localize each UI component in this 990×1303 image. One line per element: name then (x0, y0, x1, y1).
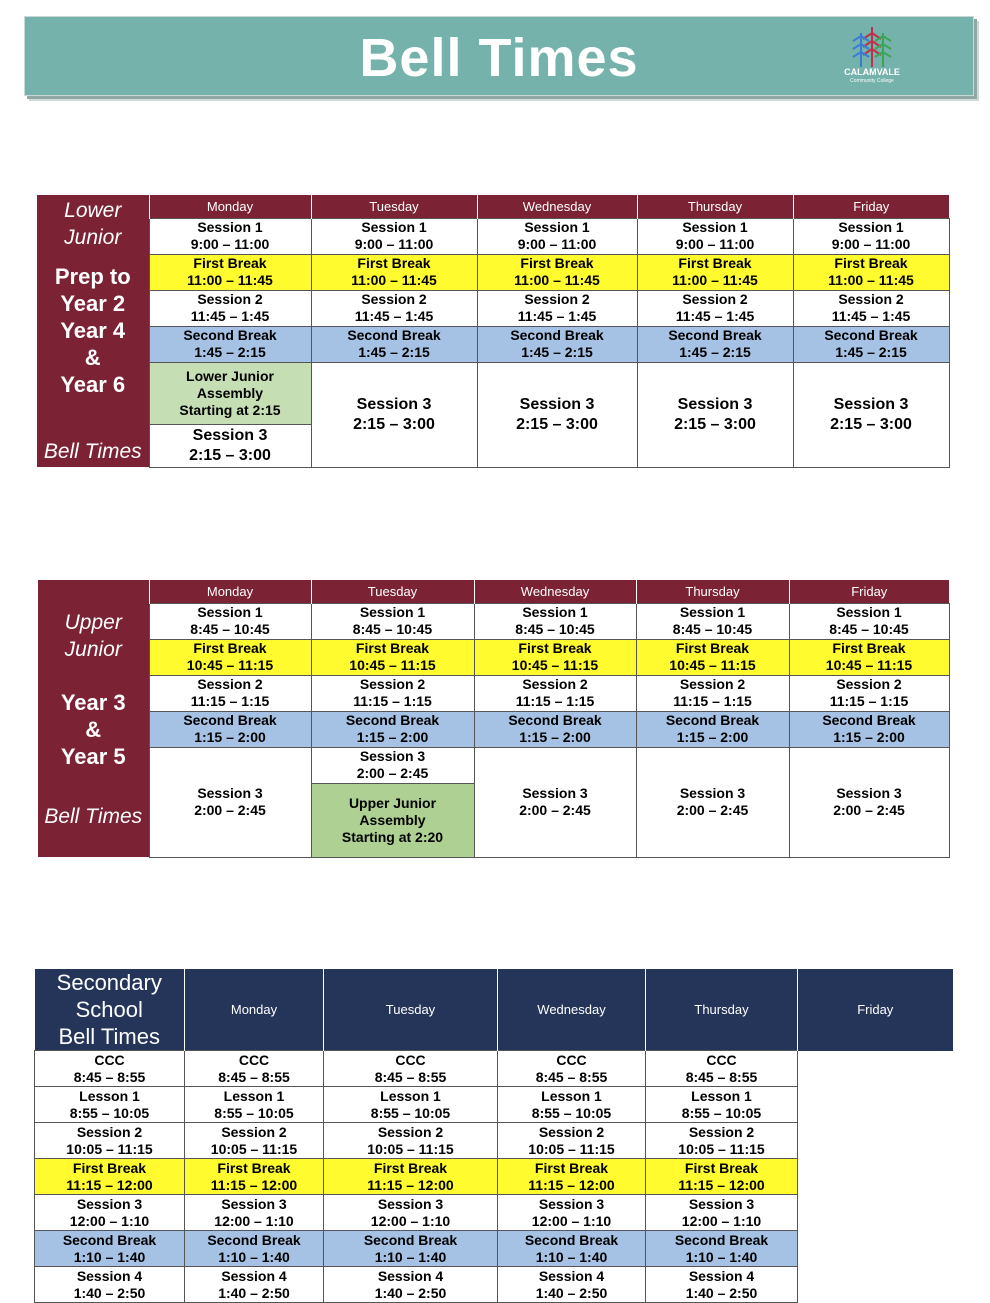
day-header-tuesday: Tuesday (324, 969, 498, 1051)
session-cell: Session 3 2:15 – 3:00 (637, 362, 793, 467)
session-cell: Session 1 8:45 – 10:45 (474, 603, 636, 639)
first-break-cell: First Break 11:15 – 12:00 (324, 1159, 498, 1195)
session-cell: CCC 8:45 – 8:55 (185, 1051, 324, 1087)
session-cell: Session 1 9:00 – 11:00 (477, 218, 637, 254)
day-header-tuesday: Tuesday (311, 580, 474, 603)
title-banner (24, 16, 974, 96)
session-cell: Session 3 12:00 – 1:10 (185, 1195, 324, 1231)
session-cell: Session 1 9:00 – 11:00 (637, 218, 793, 254)
session-cell: Session 2 11:15 – 1:15 (474, 675, 636, 711)
ampersand-label: & (85, 717, 102, 742)
tree-logo-icon (839, 23, 905, 69)
session-cell: Session 2 11:45 – 1:45 (793, 290, 949, 326)
session-cell: Session 2 11:45 – 1:45 (149, 290, 311, 326)
first-break-cell: First Break 11:15 – 12:00 (646, 1159, 798, 1195)
session-cell: Session 1 9:00 – 11:00 (793, 218, 949, 254)
second-break-cell: Second Break 1:45 – 2:15 (637, 326, 793, 362)
session-cell: Session 4 1:40 – 2:50 (35, 1267, 185, 1303)
secondary-row (35, 1123, 953, 1159)
page-title: Bell Times (359, 28, 639, 88)
session-cell: Session 3 2:15 – 3:00 (311, 362, 477, 467)
second-break-cell: Second Break 1:10 – 1:40 (498, 1231, 646, 1267)
lower-label: Lower (64, 199, 122, 222)
second-break-cell: Second Break 1:45 – 2:15 (311, 326, 477, 362)
session-cell: Lesson 1 8:55 – 10:05 (646, 1087, 798, 1123)
first-break-cell: First Break 10:45 – 11:15 (311, 639, 474, 675)
session-cell: Session 4 1:40 – 2:50 (498, 1267, 646, 1303)
session-cell: Session 3 2:15 – 3:00 (149, 424, 311, 467)
session-cell: Session 4 1:40 – 2:50 (324, 1267, 498, 1303)
year6-label: Year 6 (60, 372, 126, 397)
session-cell: Lesson 1 8:55 – 10:05 (185, 1087, 324, 1123)
session-cell: Session 2 10:05 – 11:15 (35, 1123, 185, 1159)
logo-name: CALAMVALE (844, 67, 900, 77)
second-break-cell: Second Break 1:15 – 2:00 (311, 711, 474, 747)
year2-label: Year 2 (60, 291, 126, 316)
first-break-cell: First Break 11:00 – 11:45 (311, 254, 477, 290)
second-break-cell: Second Break 1:15 – 2:00 (636, 711, 789, 747)
session-cell: Session 3 12:00 – 1:10 (35, 1195, 185, 1231)
session-cell: Session 3 12:00 – 1:10 (498, 1195, 646, 1231)
lower-junior-table (37, 195, 950, 468)
session-cell: Session 1 8:45 – 10:45 (636, 603, 789, 639)
first-break-cell: First Break 10:45 – 11:15 (636, 639, 789, 675)
year3-label: Year 3 (60, 690, 126, 715)
second-break-cell: Second Break 1:45 – 2:15 (477, 326, 637, 362)
secondary-row (35, 1159, 953, 1195)
session-cell: Session 2 10:05 – 11:15 (498, 1123, 646, 1159)
session-cell: Session 2 11:15 – 1:15 (149, 675, 311, 711)
session-cell: Session 3 2:00 – 2:45 (789, 747, 949, 857)
day-header-wednesday: Wednesday (477, 195, 637, 218)
day-header-wednesday: Wednesday (474, 580, 636, 603)
session-cell: CCC 8:45 – 8:55 (498, 1051, 646, 1087)
assembly-cell: Upper Junior Assembly Starting at 2:20 (311, 783, 474, 857)
bell-times-label: Bell Times (43, 440, 142, 463)
session-cell: CCC 8:45 – 8:55 (35, 1051, 185, 1087)
college-logo (839, 23, 905, 89)
session-cell: Session 1 9:00 – 11:00 (149, 218, 311, 254)
first-break-cell: First Break 10:45 – 11:15 (474, 639, 636, 675)
secondary-row (35, 1195, 953, 1231)
secondary-row (35, 1231, 953, 1267)
session-cell: Session 4 1:40 – 2:50 (646, 1267, 798, 1303)
junior-label: Junior (64, 226, 122, 249)
first-break-cell: First Break 10:45 – 11:15 (789, 639, 949, 675)
session-cell: Session 2 11:15 – 1:15 (311, 675, 474, 711)
bell-times-label: Bell Times (44, 805, 143, 828)
session-cell: Session 3 2:15 – 3:00 (477, 362, 637, 467)
second-break-cell: Second Break 1:15 – 2:00 (149, 711, 311, 747)
secondary-side-panel (35, 969, 185, 1051)
first-break-cell: First Break 11:15 – 12:00 (498, 1159, 646, 1195)
day-header-friday: Friday (793, 195, 949, 218)
first-break-cell: First Break 11:15 – 12:00 (185, 1159, 324, 1195)
session-cell: Session 2 11:45 – 1:45 (637, 290, 793, 326)
session-cell: Session 1 8:45 – 10:45 (149, 603, 311, 639)
session-cell: Session 2 11:15 – 1:15 (789, 675, 949, 711)
first-break-cell: First Break 10:45 – 11:15 (149, 639, 311, 675)
session-cell: Session 3 12:00 – 1:10 (646, 1195, 798, 1231)
second-break-cell: Second Break 1:15 – 2:00 (789, 711, 949, 747)
session-cell: Session 1 8:45 – 10:45 (311, 603, 474, 639)
lower-junior-side-panel (37, 195, 149, 467)
session-cell: Lesson 1 8:55 – 10:05 (498, 1087, 646, 1123)
second-break-cell: Second Break 1:10 – 1:40 (324, 1231, 498, 1267)
ampersand-label: & (84, 345, 101, 370)
secondary-label: Secondary (56, 970, 162, 995)
second-break-cell: Second Break 1:10 – 1:40 (185, 1231, 324, 1267)
second-break-cell: Second Break 1:15 – 2:00 (474, 711, 636, 747)
session-cell: Lesson 1 8:55 – 10:05 (324, 1087, 498, 1123)
session-cell: Session 2 11:15 – 1:15 (636, 675, 789, 711)
day-header-thursday: Thursday (646, 969, 798, 1051)
day-header-thursday: Thursday (636, 580, 789, 603)
session-cell: Session 2 10:05 – 11:15 (185, 1123, 324, 1159)
day-header-monday: Monday (149, 195, 311, 218)
session-cell: Session 3 12:00 – 1:10 (324, 1195, 498, 1231)
session-cell: Session 2 10:05 – 11:15 (324, 1123, 498, 1159)
upper-junior-side-panel (38, 580, 149, 857)
secondary-row (35, 1051, 953, 1087)
session-cell: Session 2 11:45 – 1:45 (477, 290, 637, 326)
logo-subtitle: Community College (850, 78, 894, 84)
secondary-row (35, 1087, 953, 1123)
school-label: School (75, 997, 143, 1022)
session-cell: CCC 8:45 – 8:55 (324, 1051, 498, 1087)
day-header-tuesday: Tuesday (311, 195, 477, 218)
session-cell: Session 3 2:00 – 2:45 (474, 747, 636, 857)
second-break-cell: Second Break 1:10 – 1:40 (35, 1231, 185, 1267)
day-header-thursday: Thursday (637, 195, 793, 218)
first-break-cell: First Break 11:00 – 11:45 (477, 254, 637, 290)
upper-junior-table (38, 580, 950, 858)
first-break-cell: First Break 11:00 – 11:45 (637, 254, 793, 290)
session-cell: Session 1 9:00 – 11:00 (311, 218, 477, 254)
day-header-wednesday: Wednesday (498, 969, 646, 1051)
junior-label: Junior (64, 638, 122, 661)
bell-times-label: Bell Times (58, 1024, 160, 1049)
first-break-cell: First Break 11:00 – 11:45 (149, 254, 311, 290)
second-break-cell: Second Break 1:45 – 2:15 (793, 326, 949, 362)
day-header-monday: Monday (149, 580, 311, 603)
session-cell: Session 1 8:45 – 10:45 (789, 603, 949, 639)
session-cell: Session 2 10:05 – 11:15 (646, 1123, 798, 1159)
session-cell: Session 3 2:00 – 2:45 (311, 747, 474, 783)
session-cell: Lesson 1 8:55 – 10:05 (35, 1087, 185, 1123)
day-header-monday: Monday (185, 969, 324, 1051)
second-break-cell: Second Break 1:10 – 1:40 (646, 1231, 798, 1267)
first-break-cell: First Break 11:15 – 12:00 (35, 1159, 185, 1195)
year5-label: Year 5 (60, 744, 126, 769)
session-cell: Session 2 11:45 – 1:45 (311, 290, 477, 326)
session-cell: Session 3 2:15 – 3:00 (793, 362, 949, 467)
secondary-row (35, 1267, 953, 1303)
session-cell: CCC 8:45 – 8:55 (646, 1051, 798, 1087)
day-header-friday: Friday (798, 969, 953, 1051)
session-cell: Session 4 1:40 – 2:50 (185, 1267, 324, 1303)
session-cell: Session 3 2:00 – 2:45 (149, 747, 311, 857)
assembly-cell: Lower Junior Assembly Starting at 2:15 (149, 362, 311, 424)
secondary-table (34, 969, 953, 1303)
second-break-cell: Second Break 1:45 – 2:15 (149, 326, 311, 362)
first-break-cell: First Break 11:00 – 11:45 (793, 254, 949, 290)
year4-label: Year 4 (60, 318, 126, 343)
day-header-friday: Friday (789, 580, 949, 603)
session-cell: Session 3 2:00 – 2:45 (636, 747, 789, 857)
upper-label: Upper (64, 611, 122, 634)
prep-to-label: Prep to (54, 264, 131, 289)
